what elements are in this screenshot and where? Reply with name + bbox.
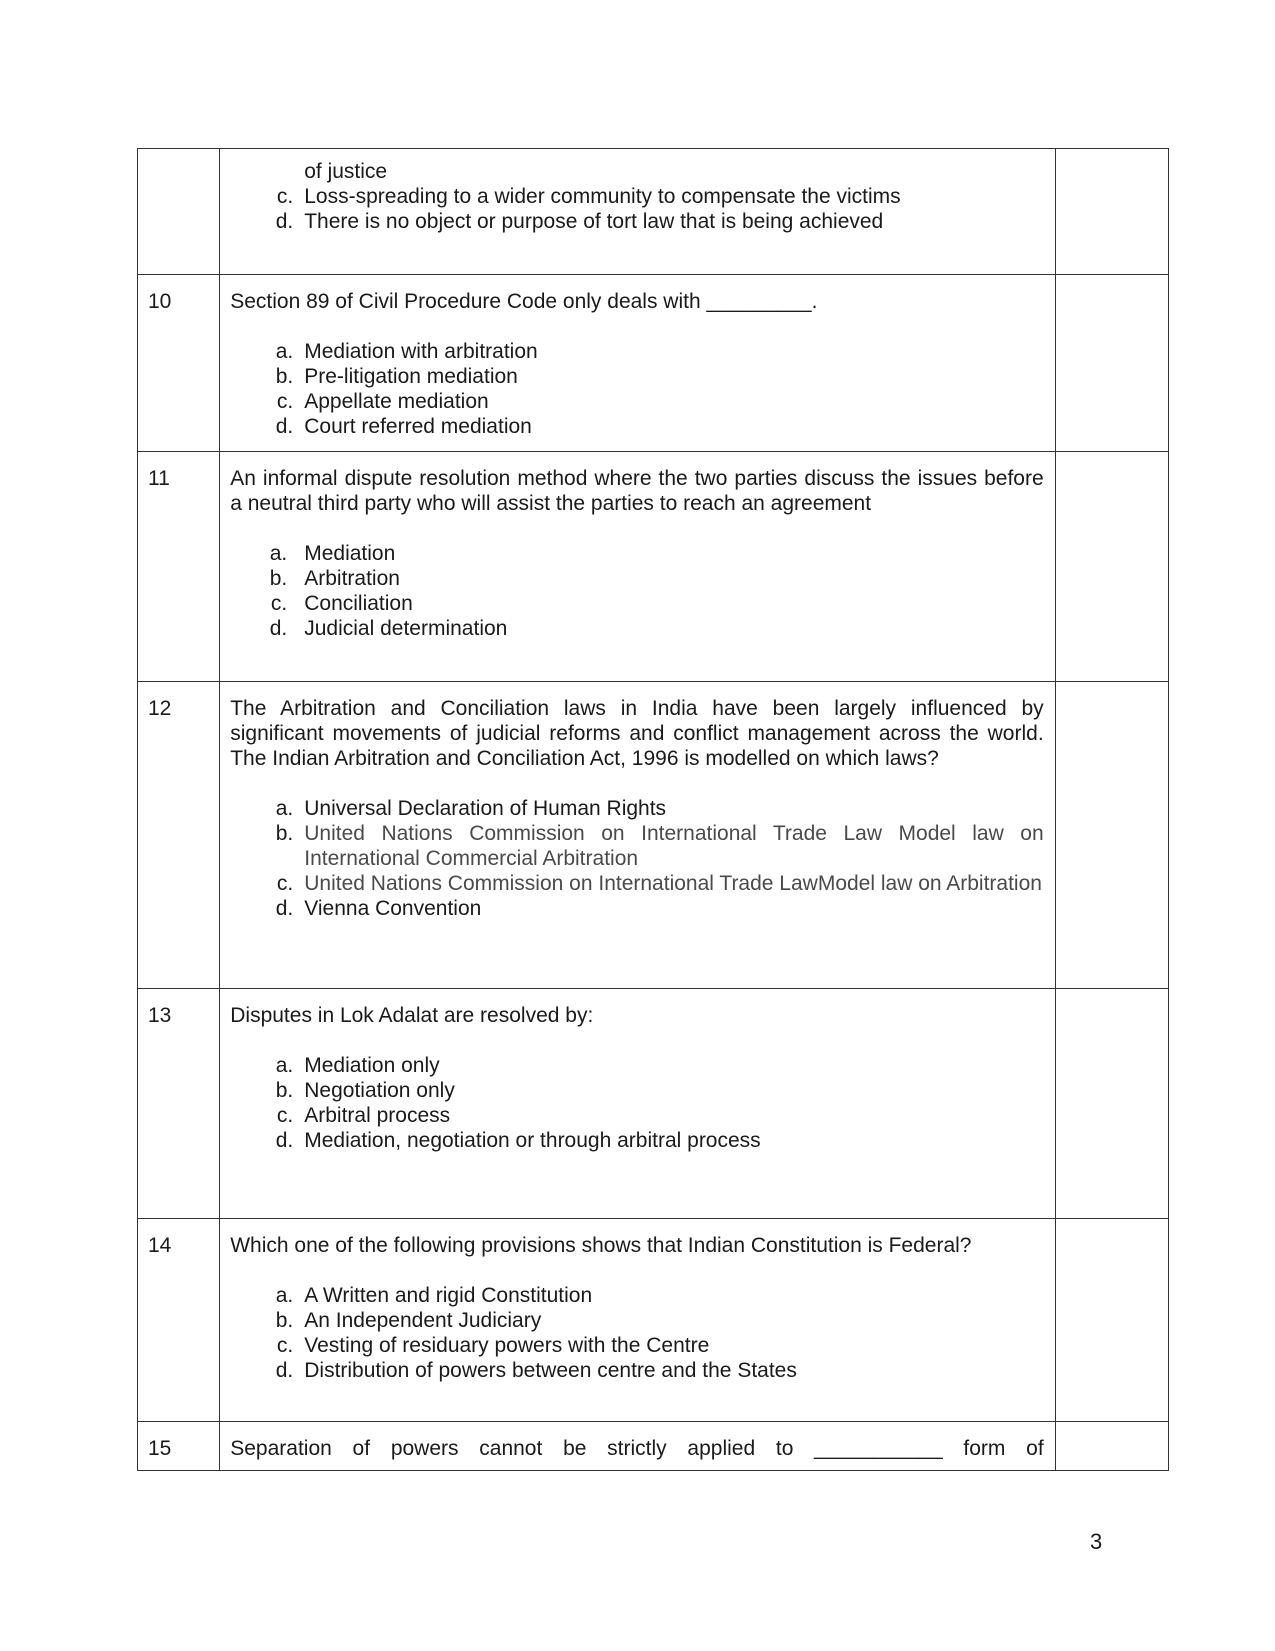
option-a: a. Mediation only (275, 1054, 440, 1077)
option-c: c. Vesting of residuary powers with the Centre (276, 1334, 710, 1357)
question-row-13 (138, 989, 1169, 1219)
option-a: a. Universal Declaration of Human Rights (275, 797, 667, 820)
question-text: Disputes in Lok Adalat are resolved by: (230, 1004, 594, 1027)
question-cell (220, 682, 1055, 989)
option-c: c. United Nations Commission on International Trade LawModel law on Arbitration (276, 872, 1042, 895)
answer-cell (1055, 1219, 1168, 1422)
option-continuation: of justice (304, 160, 388, 183)
question-text: An informal dispute resolution method where the two parties discuss the issues before a neutral third party who will assist the parties to reach an agreement (230, 467, 1044, 515)
answer-cell (1055, 682, 1168, 989)
option-d: d. Court referred mediation (275, 415, 532, 438)
options-list (230, 184, 1043, 234)
answer-cell (1055, 1422, 1168, 1471)
question-number: 11 (138, 452, 220, 682)
question-cell (220, 1219, 1055, 1422)
option-a: a. A Written and rigid Constitution (275, 1284, 593, 1307)
question-row-14 (138, 1219, 1169, 1422)
option-a: a. Mediation (269, 542, 396, 565)
option-d: d. Distribution of powers between centre and the States (275, 1359, 797, 1382)
option-b: b. Negotiation only (275, 1079, 455, 1102)
option-c: c. Conciliation (270, 592, 413, 615)
question-row-11 (138, 452, 1169, 682)
option-b: b. United Nations Commission on International Trade Law Model law on International Commercial Arbitration (275, 822, 1044, 870)
option-d: d. There is no object or purpose of tort law that is being achieved (275, 210, 884, 233)
question-cell (220, 275, 1055, 452)
answer-cell (1055, 989, 1168, 1219)
option-b: b. Arbitration (269, 567, 400, 590)
answer-cell (1055, 275, 1168, 452)
question-number: 13 (138, 989, 220, 1219)
question-text: The Arbitration and Conciliation laws in India have been largely influenced by significant movements of judicial reforms and conflict management across the world. The Indian Arbitration and Conciliation Act, 1996 is modelled on which laws? (230, 697, 1044, 770)
answer-cell (1055, 452, 1168, 682)
options-list (230, 796, 1043, 921)
answer-cell (1055, 149, 1168, 275)
options-list (230, 1283, 1043, 1383)
option-b: b. An Independent Judiciary (275, 1309, 542, 1332)
page-number: 3 (1090, 1529, 1103, 1554)
question-cell (220, 452, 1055, 682)
option-d: d. Vienna Convention (275, 897, 482, 920)
question-cell (220, 1422, 1055, 1471)
option-c: c. Appellate mediation (276, 390, 489, 413)
question-number: 12 (138, 682, 220, 989)
options-list (230, 339, 1043, 439)
option-d: d. Mediation, negotiation or through arbitral process (275, 1129, 761, 1152)
option-c: c. Arbitral process (276, 1104, 451, 1127)
option-c: c. Loss-spreading to a wider community to compensate the victims (276, 185, 901, 208)
option-b: b. Pre-litigation mediation (275, 365, 518, 388)
questions-table (137, 148, 1169, 1471)
question-row-9-continued (138, 149, 1169, 275)
question-text: Separation of powers cannot be strictly applied to ___________ form of (230, 1437, 1044, 1460)
question-number: 14 (138, 1219, 220, 1422)
options-list (230, 1053, 1043, 1153)
options-list (230, 541, 1043, 641)
option-a: a. Mediation with arbitration (275, 340, 538, 363)
question-number: 10 (138, 275, 220, 452)
question-row-10 (138, 275, 1169, 452)
question-text: Which one of the following provisions shows that Indian Constitution is Federal? (230, 1234, 972, 1257)
question-text: Section 89 of Civil Procedure Code only deals with _________. (230, 290, 818, 313)
question-row-15 (138, 1422, 1169, 1471)
question-number: 15 (138, 1422, 220, 1471)
option-d: d. Judicial determination (269, 617, 508, 640)
question-cell (220, 989, 1055, 1219)
question-number-cell (138, 149, 220, 275)
question-cell (220, 149, 1055, 275)
question-row-12 (138, 682, 1169, 989)
